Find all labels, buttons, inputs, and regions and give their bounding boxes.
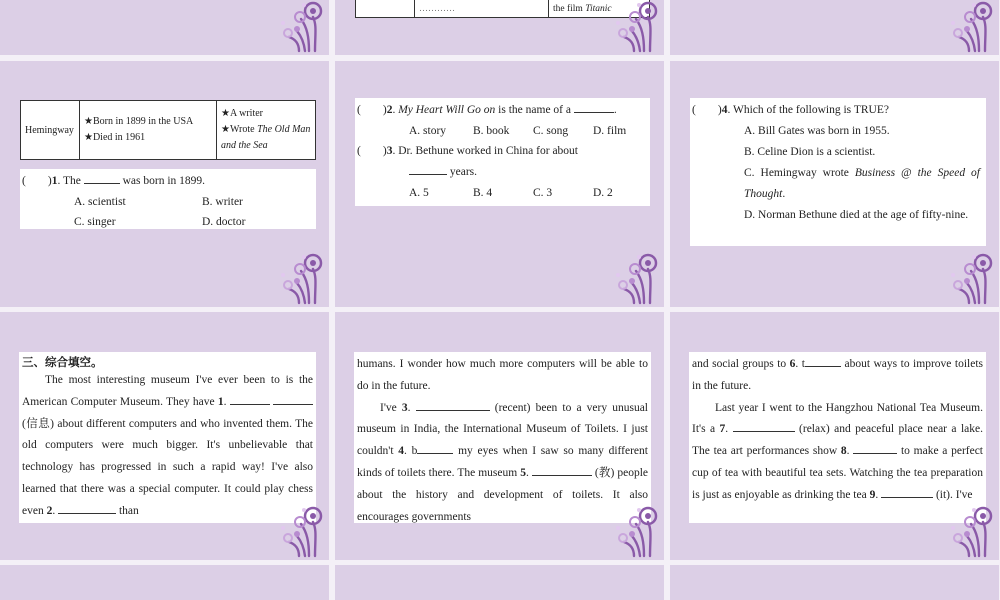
passage-paragraph: The most interesting museum I've ever been to is the American Computer Museum. They have 1. (信息) about different computers and who invented them. The old computers were much bigger. It's unbelievable that technology has progressed in such a rapid way! I've also learned that there was a special computer. It could play chess even 2. than	[22, 374, 313, 517]
option-d: D. doctor	[202, 216, 246, 228]
table-facts-cell	[80, 101, 217, 160]
flower-decoration-icon	[606, 249, 660, 305]
question-4	[690, 98, 986, 246]
table-works-cell	[217, 101, 316, 160]
fact-died: ★Died in 1961	[84, 132, 146, 143]
flower-decoration-icon	[606, 502, 660, 558]
option-a: A. story	[409, 125, 447, 137]
slide-top-left	[0, 0, 329, 55]
section-heading: 三、综合填空。	[22, 355, 103, 369]
table-cell: the film Titanic	[549, 0, 650, 18]
slide-section-3-part2	[335, 312, 664, 560]
question-1-options-row2	[22, 212, 316, 232]
slide-questions-2-3	[335, 61, 664, 307]
question-3-text-cont: years.	[357, 162, 650, 183]
table-name-cell: Hemingway	[21, 101, 80, 160]
option-c: C. singer	[74, 216, 116, 228]
flower-decoration-icon	[941, 249, 995, 305]
option-c: C. Hemingway wrote Business @ the Speed of Thought.	[744, 167, 980, 200]
option-b: B. Celine Dion is a scientist.	[744, 146, 876, 158]
passage-part3	[689, 352, 986, 523]
work-wrote: ★Wrote The Old Man and the Sea	[221, 124, 311, 151]
passage-part1	[19, 352, 316, 523]
question-1-options	[22, 192, 316, 212]
question-1	[20, 169, 316, 229]
slide-top-middle	[335, 0, 664, 55]
option-a: A. Bill Gates was born in 1955.	[744, 125, 890, 137]
question-2-options	[357, 121, 650, 141]
passage-paragraph: and social groups to 6. t about ways to improve toilets in the future.	[692, 354, 983, 398]
question-4-text: ( )4. Which of the following is TRUE?	[692, 104, 889, 116]
question-3-options	[357, 183, 650, 203]
option-b: B. 4	[473, 187, 493, 199]
slide-section-3-part3	[670, 312, 999, 560]
fact-born: ★Born in 1899 in the USA	[84, 116, 194, 127]
option-c: C. 3	[533, 187, 553, 199]
question-1-text: ( )1. The was born in 1899.	[22, 171, 316, 192]
passage-part2	[354, 352, 651, 523]
slide-section-3-part1	[0, 312, 329, 560]
slide-top-right	[670, 0, 999, 55]
slide-hemingway	[0, 61, 329, 307]
option-b: B. writer	[202, 196, 243, 208]
questions-2-3	[355, 98, 650, 206]
option-b: B. book	[473, 125, 510, 137]
passage-paragraph: I've 3. (recent) been to a very unusual museum in India, the International Museum of Toilets. I just couldn't 4. b my eyes when I saw so many different kinds of toilets there. The museum 5. (教) people about the history and development of toilets. It also encourages governments	[357, 398, 648, 529]
flower-decoration-icon	[941, 0, 995, 53]
slide-question-4	[670, 61, 999, 307]
option-a: A. scientist	[74, 196, 126, 208]
slide-bottom-middle	[335, 565, 664, 600]
table-cell: …………	[415, 0, 549, 18]
option-d: D. 2	[593, 187, 613, 199]
option-a: A. 5	[409, 187, 429, 199]
question-3-text: ( )3. Dr. Bethune worked in China for about	[357, 145, 578, 157]
hemingway-table	[20, 100, 316, 160]
question-2-text: ( )2. My Heart Will Go on is the name of a .	[357, 100, 650, 121]
work-writer: ★A writer	[221, 108, 264, 119]
flower-decoration-icon	[941, 502, 995, 558]
slide-bottom-left	[0, 565, 329, 600]
flower-decoration-icon	[271, 502, 325, 558]
flower-decoration-icon	[606, 0, 660, 53]
flower-decoration-icon	[271, 249, 325, 305]
option-d: D. Norman Bethune died at the age of fifty-nine.	[744, 209, 969, 221]
flower-decoration-icon	[271, 0, 325, 53]
passage-paragraph: Last year I went to the Hangzhou National Tea Museum. It's a 7. (relax) and peaceful place near a lake. The tea art performances show 8. to make a perfect cup of tea with beautiful tea sets. Watching the tea preparation is just as enjoyable as drinking the tea 9. (it). I've	[692, 401, 984, 501]
table-cell	[356, 0, 415, 18]
option-c: C. song	[533, 125, 569, 137]
passage-paragraph: humans. I wonder how much more computers will be able to do in the future.	[357, 358, 648, 392]
option-d: D. film	[593, 125, 627, 137]
slide-bottom-right	[670, 565, 999, 600]
